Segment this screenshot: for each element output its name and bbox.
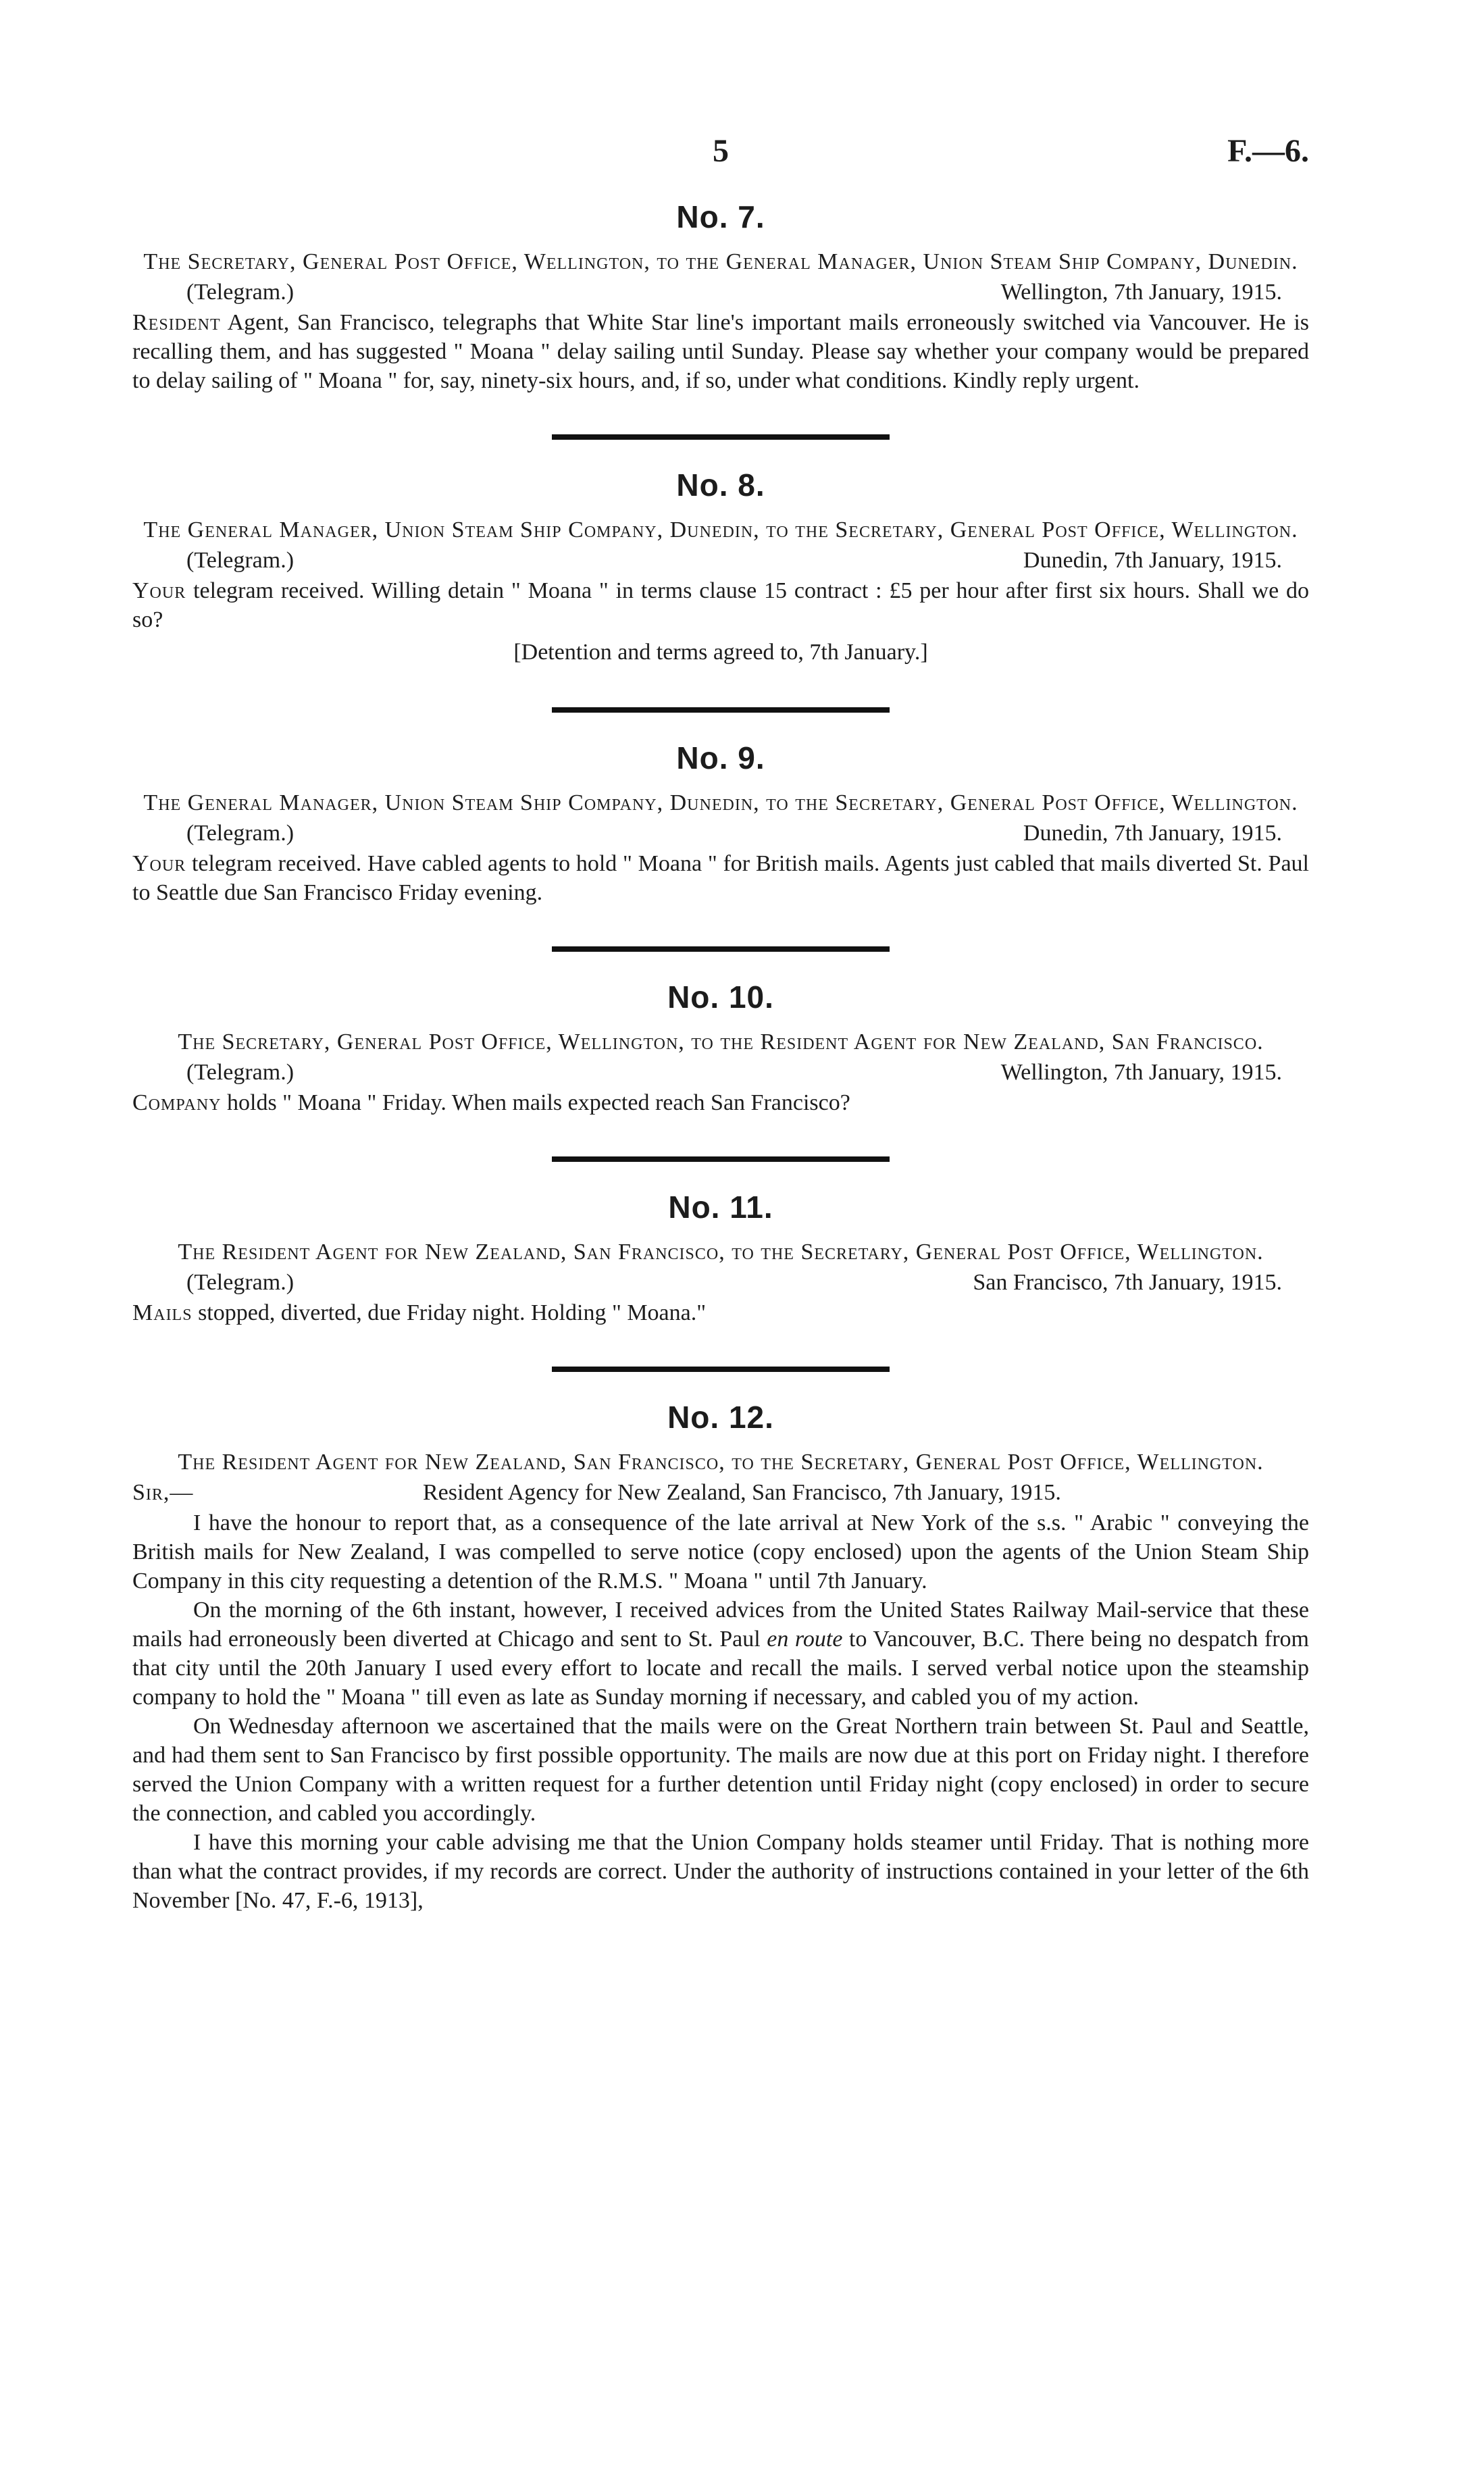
section-title: No. 10.: [667, 979, 774, 1015]
letter-paragraph: I have the honour to report that, as a consequence of the late arrival at New York of the s.s. " Arabic " conveying the British mails for New Zealand, I was compelled to serve notice (copy enclosed) upon the agents of the Union Steam Ship Company in this city requesting a detention of the R.M.S. " Moana " until 7th January.: [132, 1510, 1309, 1594]
section-address: The Secretary, General Post Office, Wellington, to the Resident Agent for New Zealand, San Francisco.: [178, 1029, 1264, 1054]
section-title: No. 11.: [668, 1190, 773, 1225]
message-type: (Telegram.): [186, 821, 295, 846]
italic-phrase: en route: [767, 1627, 843, 1652]
section-meta: [132, 1057, 1309, 1088]
series-reference: F.—6.: [1227, 133, 1309, 169]
document-page: [132, 132, 1309, 1915]
paragraph-text: On the morning of the 6th instant, however, I received advices from the United States Railway Mail-service that these mails had erroneously been diverted at Chicago and sent to St. Paul: [132, 1598, 1309, 1652]
section-meta: [132, 818, 1309, 849]
section-divider: [552, 434, 890, 440]
paragraph-text: to Vancouver, B.C. There being no despatch from that city until the 20th January I used every effort to locate and recall the mails. I served verbal notice upon the steamship company to hold the " Moana " till even as late as Sunday morning if necessary, and cabled you of my action.: [132, 1627, 1309, 1710]
body-text: stopped, diverted, due Friday night. Holding " Moana.": [192, 1300, 707, 1325]
message-dateline: Dunedin, 7th January, 1915.: [1023, 548, 1282, 573]
message-body: [132, 1298, 1309, 1327]
section-meta: [132, 1267, 1309, 1298]
body-lead: Mails: [132, 1300, 193, 1325]
message-type: (Telegram.): [186, 1060, 295, 1085]
page-number: 5: [713, 133, 729, 169]
body-lead: Your: [132, 851, 186, 876]
message-type: (Telegram.): [186, 1270, 295, 1295]
page-header: [132, 132, 1309, 186]
section-title: No. 8.: [676, 467, 765, 503]
message-body: [132, 576, 1309, 634]
salutation: Sir,—: [132, 1480, 194, 1505]
message-dateline: Wellington, 7th January, 1915.: [1000, 1060, 1282, 1085]
section-address: The Resident Agent for New Zealand, San Francisco, to the Secretary, General Post Office, Wellington.: [178, 1240, 1264, 1265]
body-text: telegram received. Have cabled agents to hold " Moana " for British mails. Agents just cabled that mails diverted St. Paul to Seattle due San Francisco Friday evening.: [132, 851, 1309, 905]
message-body: [132, 849, 1309, 907]
message-body: [132, 1088, 1309, 1117]
section-address: The Secretary, General Post Office, Wellington, to the General Manager, Union Steam Ship Company, Dunedin.: [143, 249, 1298, 274]
body-text: holds " Moana " Friday. When mails expected reach San Francisco?: [221, 1090, 850, 1115]
section-divider: [552, 1367, 890, 1372]
body-lead: Company: [132, 1090, 222, 1115]
section-divider: [552, 946, 890, 952]
letter-paragraph: [132, 1596, 1309, 1712]
body-lead: Your: [132, 578, 186, 603]
message-dateline: Wellington, 7th January, 1915.: [1000, 280, 1282, 305]
body-lead: Resident: [132, 310, 221, 335]
section-meta: [132, 1477, 1309, 1508]
letter-paragraph: I have this morning your cable advising me that the Union Company holds steamer until Friday. That is nothing more than what the contract provides, if my records are correct. Under the authority of instructions contained in your letter of the 6th November [No. 47, F.-6, 1913],: [132, 1830, 1309, 1913]
section-title: No. 12.: [667, 1400, 774, 1435]
message-type: (Telegram.): [186, 548, 295, 573]
message-body: [132, 308, 1309, 395]
editorial-note: [Detention and terms agreed to, 7th January.]: [513, 640, 928, 665]
section-meta: [132, 277, 1309, 308]
section-title: No. 7.: [676, 199, 765, 234]
message-type: (Telegram.): [186, 280, 295, 305]
section-address: The General Manager, Union Steam Ship Company, Dunedin, to the Secretary, General Post Office, Wellington.: [143, 790, 1298, 815]
section-divider: [552, 707, 890, 713]
section-title: No. 9.: [676, 740, 765, 775]
section-address: The General Manager, Union Steam Ship Company, Dunedin, to the Secretary, General Post Office, Wellington.: [143, 517, 1298, 542]
section-meta: [132, 545, 1309, 576]
section-address: The Resident Agent for New Zealand, San Francisco, to the Secretary, General Post Office, Wellington.: [178, 1450, 1264, 1475]
letter-paragraph: On Wednesday afternoon we ascertained that the mails were on the Great Northern train between St. Paul and Seattle, and had them sent to San Francisco by first possible opportunity. The mails are now due at this port on Friday night. I therefore served the Union Company with a written request for a further detention until Friday night (copy enclosed) in order to secure the connection, and cabled you accordingly.: [132, 1714, 1309, 1826]
section-divider: [552, 1156, 890, 1162]
message-dateline: Resident Agency for New Zealand, San Francisco, 7th January, 1915.: [423, 1480, 1061, 1505]
body-text: telegram received. Willing detain " Moana " in terms clause 15 contract : £5 per hour after first six hours. Shall we do so?: [132, 578, 1309, 632]
message-dateline: Dunedin, 7th January, 1915.: [1023, 821, 1282, 846]
message-dateline: San Francisco, 7th January, 1915.: [973, 1270, 1282, 1295]
body-text: Agent, San Francisco, telegraphs that White Star line's important mails erroneously switched via Vancouver. He is recalling them, and has suggested " Moana " delay sailing until Sunday. Please say whether your company would be prepared to delay sailing of " Moana " for, say, ninety-six hours, and, if so, under what conditions. Kindly reply urgent.: [132, 310, 1309, 393]
